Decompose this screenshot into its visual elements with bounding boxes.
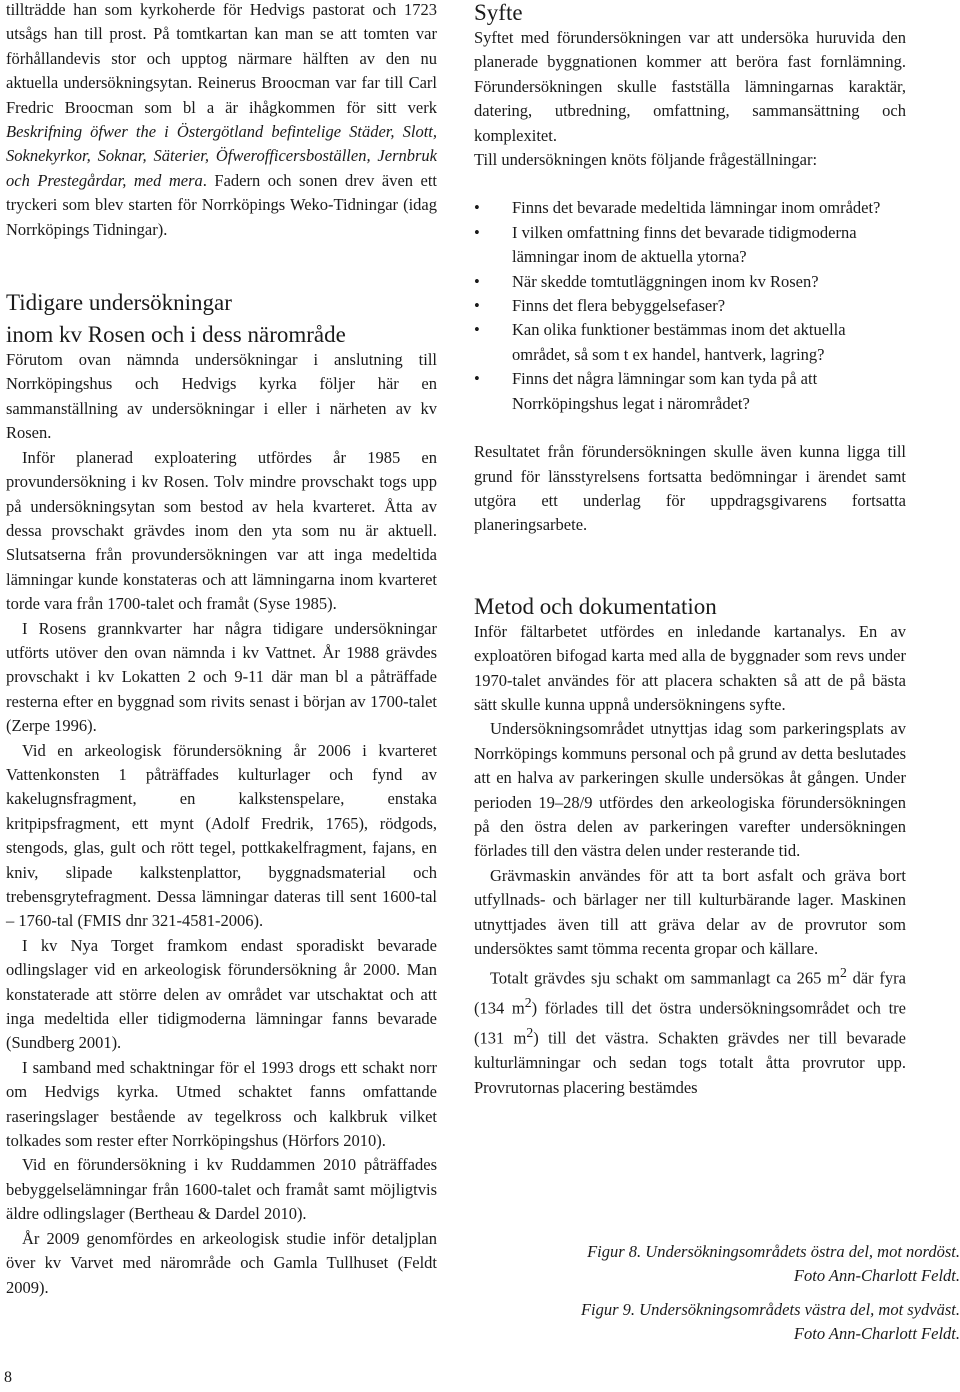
list-item <box>474 270 906 294</box>
list-item-text: När skedde tomtutläggningen inom kv Rosen? <box>512 271 819 291</box>
page-number: 8 <box>4 1369 12 1386</box>
section-heading-earlier-investigations <box>6 290 437 348</box>
paragraph: Resultatet från förundersökningen skulle även kunna ligga till grund för länsstyrelsens fortsatta bedömningar i ärendet samt utgöra ett underlag för uppdragsgivarens fortsatta planeringsarbete. <box>474 442 906 535</box>
paragraph: Till undersökningen knöts följande frågeställningar: <box>474 150 818 170</box>
paragraph: Grävmaskin användes för att ta bort asfalt och gräva bort utfyllnads- och bärlager ner till kulturbärande lager. Maskinen utnyttjades även till att gräva delar av de provrutor som undersöktes samt tömma recenta gropar och källare. <box>474 865 906 958</box>
caption-text: Figur 9. Undersökningsområdets västra del, mot sydväst. <box>580 1300 960 1319</box>
bullet: • <box>474 222 480 242</box>
text-run: Totalt grävdes sju schakt om sammanlagt ca 265 m <box>490 968 840 988</box>
paragraph: Inför fältarbetet utfördes en inledande kartanalys. En av exploatören bifogad karta med alla de byggnader som revs under 1970-talet användes för att placera schakten så att de på bästa sätt skulle kunna uppnå undersökningens syfte. <box>474 621 906 714</box>
book-title: Beskrifning öfwer the i Östergötland befintelige Städer, Slott, Soknekyrkor, Soknar, Säterier, Öfwerofficersboställen, Jernbruk och Prestegårdar, med mera <box>6 122 437 190</box>
list-item <box>474 221 906 270</box>
list-item <box>474 294 906 318</box>
bullet: • <box>474 320 480 340</box>
list-item-text: Finns det bevarade medeltida lämningar inom området? <box>512 198 881 218</box>
list-item <box>474 196 906 220</box>
paragraph: Undersökningsområdet utnyttjas idag som parkeringsplats av Norrköpings kommuns personal och på grund av detta beslutades att en halva av parkeringen skulle undersökas åt gången. Under perioden 19–28/9 utfördes den arkeologiska förundersökningen på den östra delen av parkeringen varefter undersökningen förlades till den västra delen under resterande tid. <box>474 719 906 861</box>
heading-line-1: Tidigare undersökningar <box>6 290 232 316</box>
list-item-text: I vilken omfattning finns det bevarade tidigmoderna lämningar inom de aktuella ytorna? <box>512 222 857 267</box>
paragraph <box>474 961 906 1100</box>
paragraph: Vid en arkeologisk förundersökning år 2006 i kvarteret Vattenkonsten 1 påträffades kulturlager och fynd av kakelugnsfragment, en kalkstenspelare, enstaka kritpipsfragment, ett mynt (Adolf Fredrik, 1765), rödgods, stengods, glas, gult och rött tegel, pottkakelfragment, fajans, en kniv, slipade kalkstenplattor, byggnadsmaterial och trebensgrytefragment. Dessa lämningar dateras till sent 1600-tal – 1760-tal (FMIS dnr 321-4581-2006). <box>6 740 437 931</box>
bullet: • <box>474 198 480 218</box>
figure-caption-9 <box>581 1298 960 1347</box>
right-column <box>474 0 906 1100</box>
superscript: 2 <box>839 965 847 981</box>
paragraph: I Rosens grannkvarter har några tidigare undersökningar utförts utöver den ovan nämnda i kv Vattnet. År 1988 grävdes provschakt i kv Lokatten 2 och 9-11 där man bl a påträffade resterna efter en byggnad som rivits senast i början av 1700-talet (Zerpe 1996). <box>6 618 437 736</box>
list-item-text: Finns det flera bebyggelsefaser? <box>512 296 726 316</box>
text-run: ) förlades till det östra undersökningsområdet och tre (131 m <box>474 998 906 1048</box>
list-item-text: Finns det några lämningar som kan tyda på att Norrköpingshus legat i närområdet? <box>512 369 818 413</box>
question-list <box>474 196 906 416</box>
left-column <box>6 0 437 1300</box>
bullet: • <box>474 369 480 389</box>
section-heading-metod: Metod och dokumentation <box>474 593 717 619</box>
bullet: • <box>474 296 480 316</box>
intro-text: tillträdde han som kyrkoherde för Hedvigs pastorat och 1723 utsågs han till prost. På tomtkartan kan man se att tomten var förhållandevis stor och upptog närmare hälften av den nu aktuella undersökningsytan. Reinerus Broocman var far till Carl Fredric Broocman som bl a är ihågkommen för sitt verk <box>6 0 437 117</box>
intro-paragraph <box>6 0 437 242</box>
section-heading-syfte: Syfte <box>474 0 523 25</box>
list-item-text: Kan olika funktioner bestämmas inom det aktuella området, så som t ex handel, hantverk, lagring? <box>512 320 846 364</box>
bullet: • <box>474 271 480 291</box>
caption-credit: Foto Ann-Charlott Feldt. <box>793 1266 960 1286</box>
paragraph: Inför planerad exploatering utfördes år 1985 en provundersökning i kv Rosen. Tolv mindre provschakt togs upp på undersökningsytan som bestod av hela kvarteret. Åtta av dessa provschakt grävdes inom den yta som nu är aktuell. Slutsatserna från provundersökningen var att inga medeltida lämningar kunde konstateras och att lämningarna inom kvarteret torde vara från 1700-talet och framåt (Syse 1985). <box>6 447 437 614</box>
list-item <box>474 367 906 416</box>
figure-caption-8 <box>587 1240 960 1289</box>
text-run: ) till det västra. Schakten grävdes ner till bevarade kulturlämningar och sedan togs totalt åtta provrutor upp. Provrutornas placering bestämdes <box>474 1028 906 1097</box>
paragraph: År 2009 genomfördes en arkeologisk studie inför detaljplan över kv Varvet med närområde och Gamla Tullhuset (Feldt 2009). <box>6 1228 437 1297</box>
text-run: där fyra (134 m <box>474 968 906 1018</box>
intro-text-end: . Fadern och sonen drev även ett tryckeri som blev starten för Norrköpings Weko-Tidningar (idag Norrköpings Tidningar). <box>6 170 438 239</box>
paragraph: I kv Nya Torget framkom endast sporadiskt bevarade odlingslager vid en arkeologisk förundersökning år 2000. Man konstaterade att större delen av området var utschaktat och att inga medeltida eller tidigmoderna lämningar fanns bevarade (Sundberg 2001). <box>6 935 437 1053</box>
superscript: 2 <box>524 995 532 1011</box>
paragraph: Förutom ovan nämnda undersökningar i anslutning till Norrköpingshus och Hedvigs kyrka följer här en sammanställning av undersökningar i eller i närheten av kv Rosen. <box>6 350 437 443</box>
caption-credit: Foto Ann-Charlott Feldt. <box>793 1324 960 1344</box>
paragraph: Syftet med förundersökningen var att undersöka huruvida den planerade byggnationen kommer att beröra fast fornlämning. Förundersökningen skulle fastställa lämningarnas karaktär, datering, utbredning, omfattning, sammansättning och komplexitet. <box>474 28 906 145</box>
caption-text: Figur 8. Undersökningsområdets östra del, mot nordöst. <box>587 1242 960 1261</box>
heading-line-2: inom kv Rosen och i dess närområde <box>6 322 346 348</box>
superscript: 2 <box>526 1025 534 1041</box>
list-item <box>474 318 906 367</box>
paragraph: Vid en förundersökning i kv Ruddammen 2010 påträffades bebyggelselämningar från 1600-talet och framåt samt möjligtvis äldre odlingslager (Bertheau & Dardel 2010). <box>6 1155 437 1224</box>
paragraph: I samband med schaktningar för el 1993 drogs ett schakt norr om Hedvigs kyrka. Utmed schaktet fanns omfattande raseringslager bestående av tegelkross och kalkbruk vilket tolkades som rester efter Norrköpingshus (Hörfors 2010). <box>6 1057 437 1151</box>
